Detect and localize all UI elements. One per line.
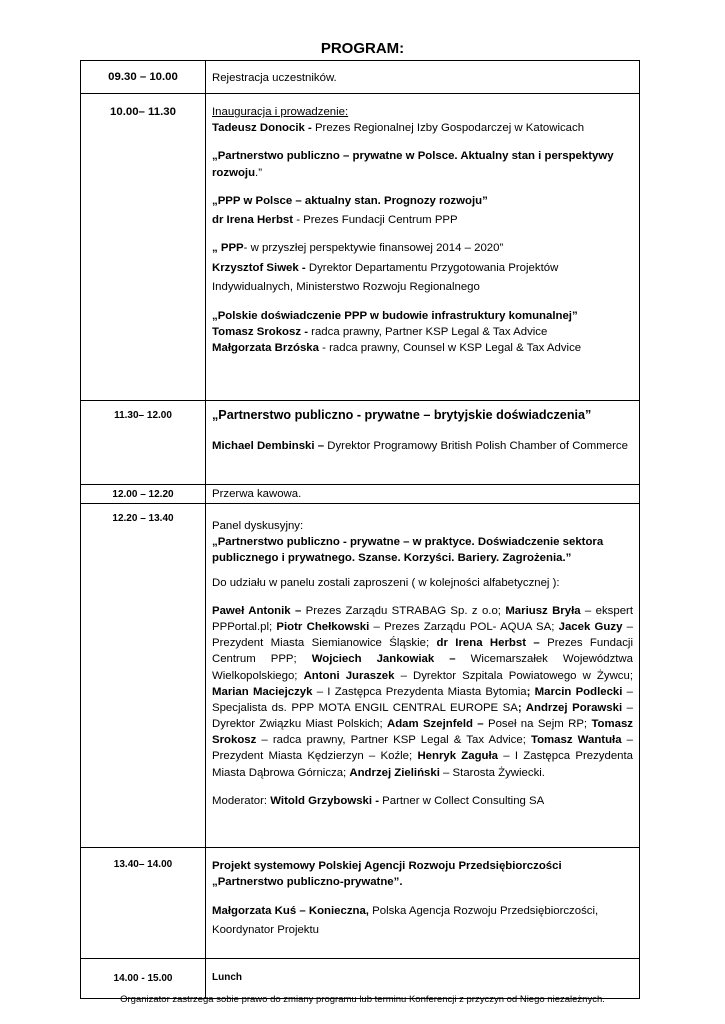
table-row (81, 848, 640, 959)
moderator-line: Moderator: Witold Grzybowski - Partner w Collect Consulting SA (212, 794, 545, 807)
time-cell: 14.00 - 15.00 (81, 959, 206, 999)
time-cell: 12.20 – 13.40 (81, 504, 206, 848)
table-row (81, 94, 640, 401)
lunch-text: Lunch (212, 972, 242, 983)
host-line (212, 120, 633, 136)
speaker-role: - Prezes Fundacji Centrum PPP (293, 213, 458, 226)
project-title: Projekt systemowy Polskiej Agencji Rozwoju Przedsiębiorczości (212, 860, 562, 872)
desc-cell (206, 504, 640, 848)
time-cell: 10.00– 11.30 (81, 94, 206, 401)
speaker-role: - radca prawny, Counsel w KSP Legal & Tax Advice (318, 342, 582, 355)
time-cell: 13.40– 14.00 (81, 848, 206, 959)
footer-note: Organizator zastrzega sobie prawo do zmiany programu lub terminu Konferencji z przyczyn od Niego niezależnych. (120, 994, 605, 1005)
speaker-name: dr Irena Herbst (212, 213, 294, 226)
program-title: PROGRAM: (320, 40, 405, 57)
speaker-name: Krzysztof Siwek - (212, 262, 306, 275)
talk-title: „Partnerstwo publiczno – prywatne w Polsce. Aktualny stan i perspektywy rozwoju.” (212, 150, 614, 179)
speaker-role: Polska Agencja Rozwoju Przedsiębiorczości, Koordynator Projektu (212, 905, 599, 936)
host-name: Tadeusz Donocik - (212, 122, 312, 135)
speaker-role: Dyrektor Programowy British Polish Chamber of Commerce (324, 439, 628, 452)
time-cell: 09.30 – 10.00 (81, 61, 206, 94)
speaker-role: radca prawny, Partner KSP Legal & Tax Advice (308, 326, 548, 338)
table-row (81, 485, 640, 504)
speaker-name: Małgorzata Brzóska (212, 342, 319, 355)
registration-text: Rejestracja uczestników. (212, 72, 337, 84)
talk-title: „Partnerstwo publiczno - prywatne – brytyjskie doświadczenia” (212, 408, 592, 422)
speaker-name: Michael Dembinski – (212, 439, 325, 452)
speaker-role: Dyrektor Departamentu Przygotowania Projektów Indywidualnych, Ministerstwo Rozwoju Regionalnego (212, 262, 559, 293)
host-role: Prezes Regionalnej Izby Gospodarczej w Katowicach (311, 122, 585, 135)
panel-invite: Do udziału w panelu zostali zaproszeni ( w kolejności alfabetycznej ): (212, 576, 560, 589)
panel-title: „Partnerstwo publiczno - prywatne – w praktyce. Doświadczenie sektora publicznego i prywatnego. Szanse. Korzyści. Bariery. Zagrożenia.” (212, 536, 604, 565)
desc-cell (206, 401, 640, 485)
project-subtitle: „Partnerstwo publiczno-prywatne”. (212, 876, 403, 889)
program-table (80, 60, 640, 999)
speaker-line (212, 340, 633, 356)
speaker-name: Tomasz Srokosz - (212, 326, 308, 338)
inauguration-heading: Inauguracja i prowadzenie: (212, 106, 349, 118)
moderator-name: Witold Grzybowski - (270, 794, 379, 807)
time-cell: 11.30– 12.00 (81, 401, 206, 485)
table-row (81, 504, 640, 848)
desc-cell (206, 848, 640, 959)
table-row (81, 401, 640, 485)
speaker-line (212, 437, 633, 455)
speaker-line (212, 902, 633, 939)
talk-title: „ PPP- w przyszłej perspektywie finansowej 2014 – 2020” (212, 242, 504, 255)
panel-heading: Panel dyskusyjny: (212, 520, 304, 532)
talk-title: „PPP w Polsce – aktualny stan. Prognozy rozwoju” (212, 194, 488, 207)
desc-cell (206, 959, 640, 999)
table-row (81, 959, 640, 999)
break-text: Przerwa kawowa. (212, 488, 302, 500)
time-cell: 12.00 – 12.20 (81, 485, 206, 504)
speaker-line (212, 324, 633, 340)
panelists-list: Paweł Antonik – Prezes Zarządu STRABAG Sp. z o.o; Mariusz Bryła – ekspert PPPortal.pl; Piotr Chełkowski – Prezes Zarządu POL- AQUA SA; Jacek Guzy – Prezydent Miasta Siemianowice Śląskie; dr Irena Herbst – Prezes Fundacji Centrum PPP; Wojciech Jankowiak – Wicemarszałek Województwa Wielkopolskiego; Antoni Juraszek – Dyrektor Szpitala Powiatowego w Żywcu; Marian Maciejczyk – I Zastępca Prezydenta Miasta Bytomia; Marcin Podlecki – Specjalista ds. PPP MOTA ENGIL CENTRAL EUROPE SA; Andrzej Porawski – Dyrektor Związku Miast Polskich; Adam Szejnfeld – Poseł na Sejm RP; Tomasz Srokosz – radca prawny, Partner KSP Legal & Tax Advice; Tomasz Wantuła – Prezydent Miasta Kędzierzyn – Koźle; Henryk Zaguła – I Zastępca Prezydenta Miasta Dąbrowa Górnicza; Andrzej Zieliński – Starosta Żywiecki. (212, 604, 634, 779)
table-row (81, 61, 640, 94)
speaker-line (212, 212, 633, 228)
desc-cell (206, 94, 640, 401)
speaker-line (212, 259, 633, 296)
speaker-name: Małgorzata Kuś – Konieczna, (212, 905, 369, 918)
desc-cell (206, 61, 640, 94)
desc-cell (206, 485, 640, 504)
talk-title: „Polskie doświadczenie PPP w budowie infrastruktury komunalnej” (212, 309, 578, 322)
